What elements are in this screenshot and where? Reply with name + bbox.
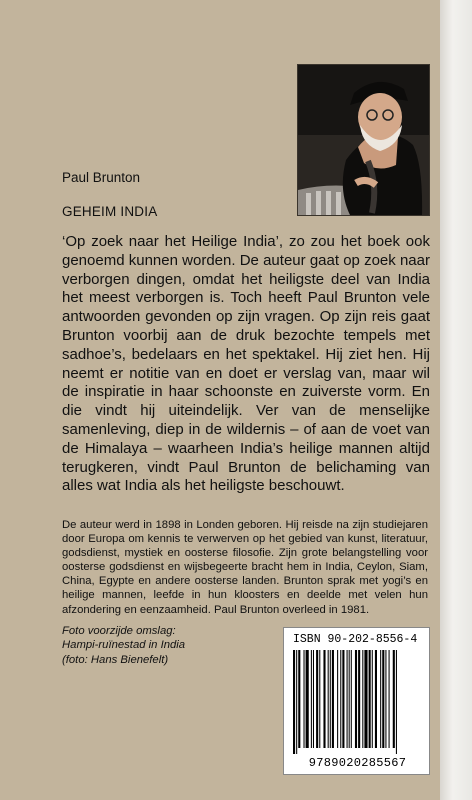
barcode-bar bbox=[298, 650, 300, 748]
barcode-bar bbox=[364, 650, 367, 748]
barcode bbox=[291, 650, 424, 754]
barcode-bar bbox=[296, 650, 297, 754]
barcode-bar bbox=[340, 650, 341, 748]
photo-credit bbox=[62, 624, 262, 667]
barcode-bar bbox=[382, 650, 384, 748]
barcode-bar bbox=[362, 650, 363, 748]
author-bio: De auteur werd in 1898 in Londen geboren. Hij reisde na zijn studiejaren door Europa om kennis te verwerven op het gebied van kunst, literatuur, godsdienst, mystiek en oosterse filosofie. Zijn grote belangstelling voor oosterse godsdienst en wijsbegeerte bracht hem in India, Ceylon, Siam, China, Egypte en andere oosterse landen. Brunton sprak met yogi’s en heilige mannen, leefde in hun kloosters en deelde met velen hun afzondering en eenzaamheid. Paul Brunton overleed in 1981. bbox=[62, 519, 428, 616]
ean-number: 9789020285567 bbox=[308, 756, 407, 770]
barcode-bar bbox=[396, 650, 397, 754]
barcode-bar bbox=[319, 650, 320, 748]
barcode-label bbox=[283, 627, 430, 775]
barcode-bar bbox=[389, 650, 390, 748]
book-title: GEHEIM INDIA bbox=[62, 204, 158, 219]
barcode-bar bbox=[349, 650, 350, 748]
barcode-bar bbox=[372, 650, 373, 748]
barcode-bar bbox=[304, 650, 305, 748]
barcode-bar bbox=[313, 650, 314, 748]
barcode-bar bbox=[311, 650, 312, 748]
photo-credit-line: (foto: Hans Bienefelt) bbox=[62, 653, 169, 666]
barcode-bar bbox=[306, 650, 309, 748]
barcode-bar bbox=[323, 650, 325, 748]
barcode-bar bbox=[330, 650, 331, 748]
barcode-bar bbox=[347, 650, 348, 748]
barcode-bar bbox=[385, 650, 386, 748]
barcode-bar bbox=[369, 650, 371, 748]
page-edge bbox=[440, 0, 472, 800]
barcode-bar bbox=[337, 650, 338, 748]
barcode-bar bbox=[380, 650, 381, 748]
barcode-bar bbox=[293, 650, 295, 754]
barcode-bar bbox=[351, 650, 352, 748]
barcode-bar bbox=[393, 650, 395, 748]
barcode-bar bbox=[328, 650, 329, 748]
barcode-bar bbox=[332, 650, 334, 748]
photo-credit-line: Foto voorzijde omslag: bbox=[62, 625, 176, 637]
photo-credit-line: Hampi-ruïnestad in India bbox=[62, 639, 186, 652]
author-photo bbox=[298, 65, 429, 215]
barcode-bar bbox=[316, 650, 318, 748]
barcode-bar bbox=[375, 650, 377, 748]
barcode-bar bbox=[355, 650, 357, 748]
barcode-bar bbox=[358, 650, 360, 748]
author-name: Paul Brunton bbox=[62, 170, 141, 185]
isbn-text: ISBN 90-202-8556-4 bbox=[293, 633, 418, 646]
barcode-bar bbox=[342, 650, 344, 748]
book-blurb: ‘Op zoek naar het Heilige India’, zo zou het boek ook genoemd kunnen worden. De auteur gaat op zoek naar verborgen dingen, omdat het heiligste deel van India het meest verborgen is. Toch heeft Paul Brunton vele antwoorden gevonden op zijn vragen. Op zijn reis gaat Brunton voorbij aan de druk bezochte tempels met sadhoe’s, bedelaars en het spektakel. Hij ziet hen. Hij neemt er notitie van en doet er verslag van, maar wil de inspiratie in haar schoonste en zuiverste vorm. En die vindt hij uiteindelijk. Ver van de menselijke samenleving, diep in de wildernis – of aan de voet van de Himalaya – waarheen India’s heilige mannen altijd terugkeren, vindt Paul Brunton de belichaming van alles wat India als het heiligste beschouwt. bbox=[62, 233, 430, 495]
